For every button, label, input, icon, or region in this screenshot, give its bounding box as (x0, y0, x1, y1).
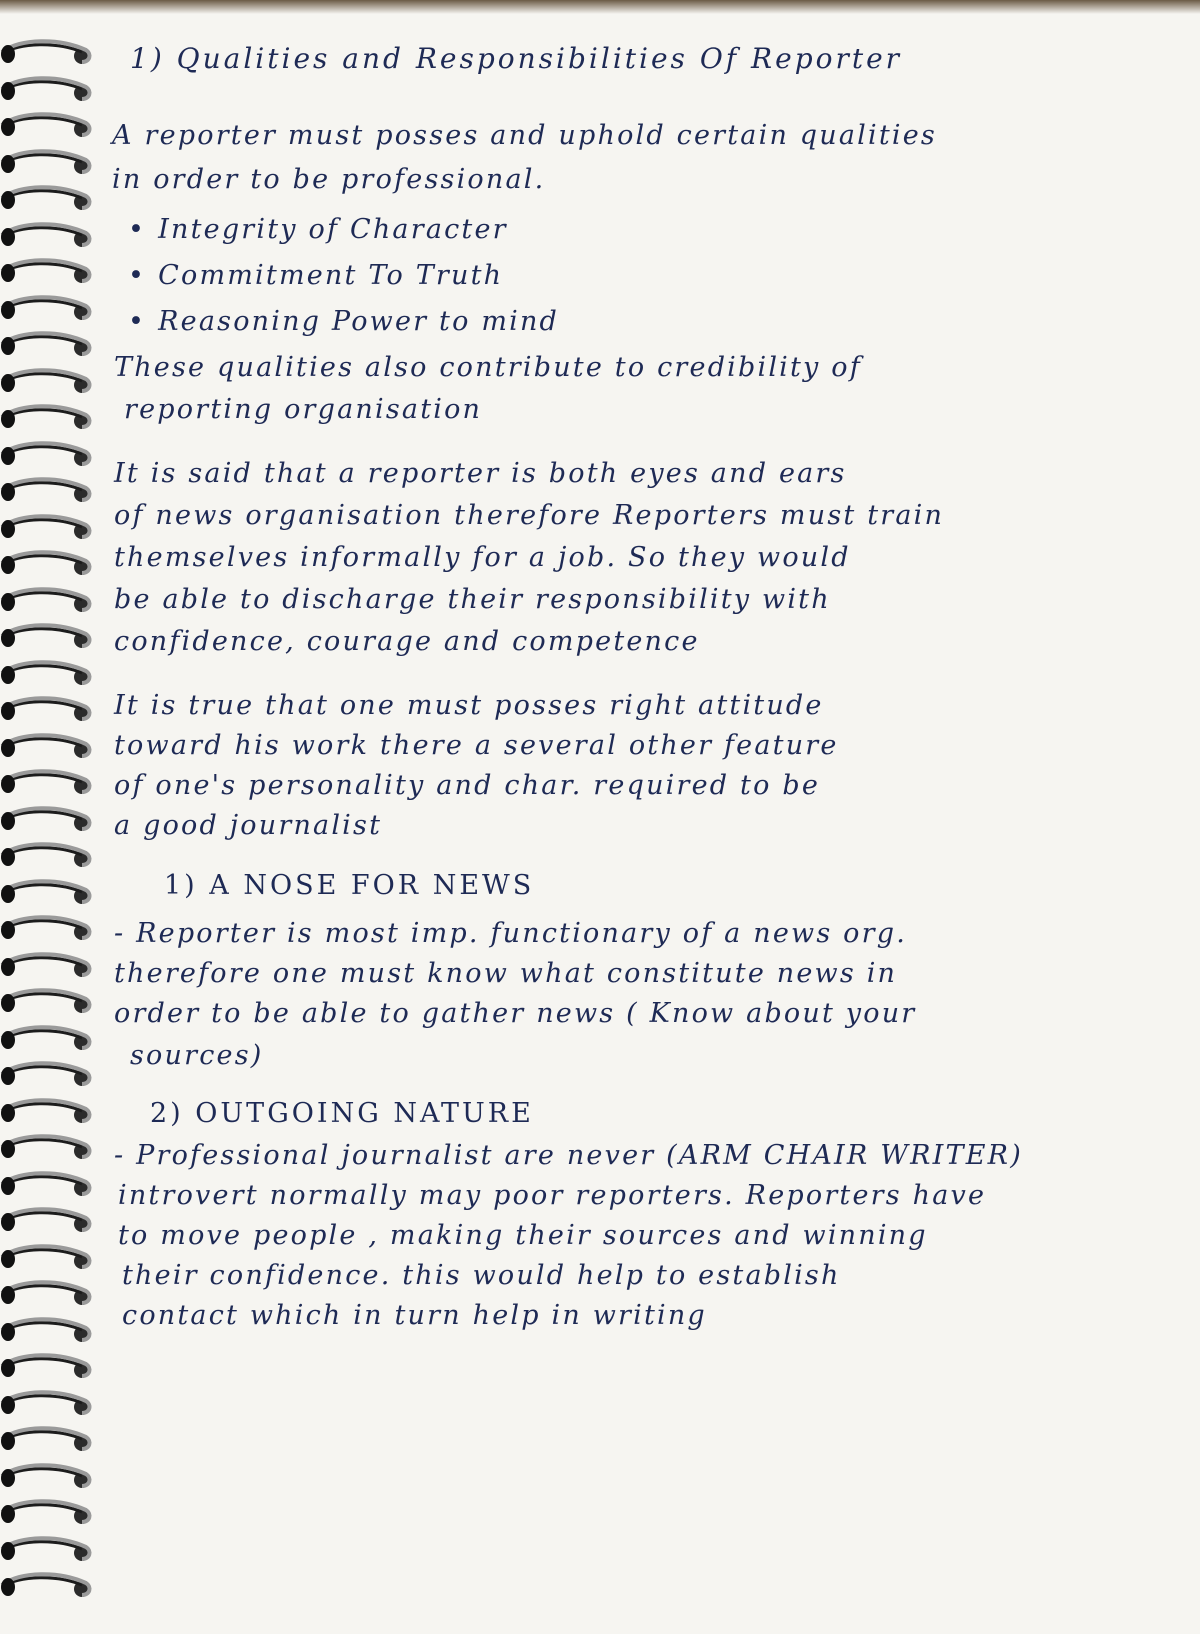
spiral-coil (0, 36, 100, 72)
section-2-title: 2) OUTGOING NATURE (150, 1098, 534, 1129)
spiral-binding (0, 20, 110, 1620)
section-2-line-1: - Professional journalist are never (ARM CHAIR WRITER) (114, 1140, 1023, 1171)
bullet-item: • Reasoning Power to mind (128, 306, 559, 337)
spiral-coil (0, 146, 100, 182)
spiral-coil (0, 766, 100, 802)
spiral-coil (0, 584, 100, 620)
spiral-coil (0, 1569, 100, 1605)
spiral-coil (0, 511, 100, 547)
page-heading: 1) Qualities and Responsibilities Of Reporter (130, 42, 903, 75)
para1-line-1: These qualities also contribute to credibility of (114, 352, 862, 383)
para3-line-4: a good journalist (114, 810, 383, 841)
intro-line-1: A reporter must posses and uphold certain qualities (112, 120, 937, 151)
para2-line-1: It is said that a reporter is both eyes and ears (114, 458, 847, 489)
spiral-coil (0, 292, 100, 328)
spiral-coil (0, 876, 100, 912)
spiral-coil (0, 985, 100, 1021)
spiral-coil (0, 1204, 100, 1240)
para3-line-3: of one's personality and char. required to be (114, 770, 820, 801)
section-2-line-3: to move people , making their sources and winning (118, 1220, 928, 1251)
para1-line-2: reporting organisation (124, 394, 483, 425)
spiral-coil (0, 949, 100, 985)
spiral-coil (0, 73, 100, 109)
spiral-coil (0, 255, 100, 291)
spiral-coil (0, 182, 100, 218)
spiral-coil (0, 365, 100, 401)
section-1-line-1: - Reporter is most imp. functionary of a news org. (114, 918, 908, 949)
spiral-coil (0, 1533, 100, 1569)
bullet-item: • Commitment To Truth (128, 260, 503, 291)
spiral-coil (0, 1022, 100, 1058)
spiral-coil (0, 1095, 100, 1131)
spiral-coil (0, 401, 100, 437)
spiral-coil (0, 693, 100, 729)
spiral-coil (0, 1496, 100, 1532)
spiral-coil (0, 1131, 100, 1167)
para2-line-3: themselves informally for a job. So they would (114, 542, 851, 573)
intro-line-2: in order to be professional. (112, 164, 546, 195)
para3-line-2: toward his work there a several other feature (114, 730, 839, 761)
bullet-item: • Integrity of Character (128, 214, 508, 245)
spiral-coil (0, 730, 100, 766)
section-1-title: 1) A NOSE FOR NEWS (164, 870, 535, 901)
spiral-coil (0, 1168, 100, 1204)
section-1-line-4: sources) (130, 1040, 264, 1071)
spiral-coil (0, 620, 100, 656)
section-2-line-2: introvert normally may poor reporters. Reporters have (118, 1180, 987, 1211)
page-top-edge (0, 0, 1200, 14)
spiral-coil (0, 1314, 100, 1350)
spiral-coil (0, 1058, 100, 1094)
spiral-coil (0, 1423, 100, 1459)
spiral-coil (0, 657, 100, 693)
para2-line-4: be able to discharge their responsibility with (114, 584, 831, 615)
section-2-line-5: contact which in turn help in writing (122, 1300, 707, 1331)
spiral-coil (0, 219, 100, 255)
para3-line-1: It is true that one must posses right attitude (114, 690, 824, 721)
spiral-coil (0, 438, 100, 474)
spiral-coil (0, 1387, 100, 1423)
para2-line-2: of news organisation therefore Reporters must train (114, 500, 945, 531)
spiral-coil (0, 1460, 100, 1496)
spiral-coil (0, 1350, 100, 1386)
section-1-line-2: therefore one must know what constitute news in (114, 958, 898, 989)
spiral-coil (0, 109, 100, 145)
spiral-coil (0, 912, 100, 948)
spiral-coil (0, 803, 100, 839)
spiral-coil (0, 547, 100, 583)
spiral-coil (0, 328, 100, 364)
spiral-coil (0, 1277, 100, 1313)
spiral-coil (0, 474, 100, 510)
spiral-coil (0, 1241, 100, 1277)
spiral-coil (0, 839, 100, 875)
section-1-line-3: order to be able to gather news ( Know about your (114, 998, 917, 1029)
para2-line-5: confidence, courage and competence (114, 626, 700, 657)
section-2-line-4: their confidence. this would help to establish (122, 1260, 841, 1291)
